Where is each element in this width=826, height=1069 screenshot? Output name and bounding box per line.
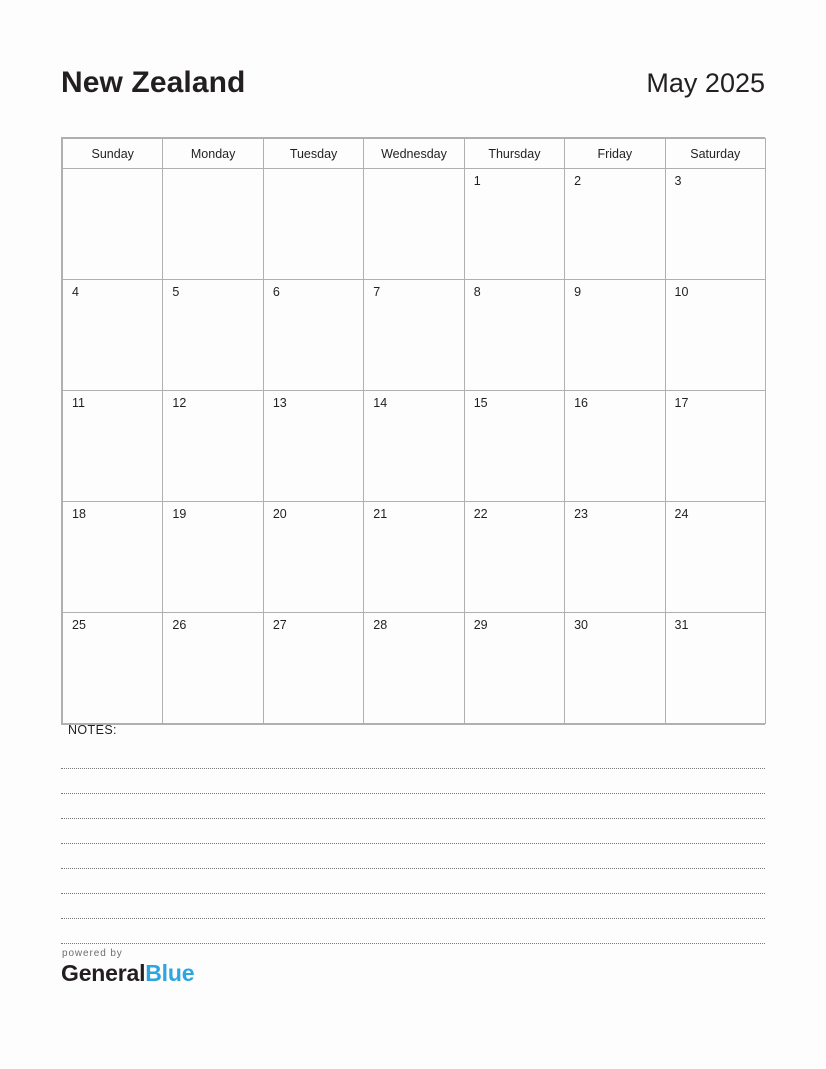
powered-by-label: powered by bbox=[62, 948, 123, 959]
weekday-header-saturday: Saturday bbox=[665, 139, 765, 169]
day-cell[interactable] bbox=[163, 169, 263, 280]
day-cell[interactable]: 16 bbox=[565, 391, 665, 502]
note-line[interactable] bbox=[61, 769, 765, 794]
day-cell[interactable]: 25 bbox=[63, 613, 163, 724]
day-cell[interactable]: 10 bbox=[665, 280, 765, 391]
day-cell[interactable]: 19 bbox=[163, 502, 263, 613]
day-cell[interactable]: 15 bbox=[464, 391, 564, 502]
day-cell[interactable]: 27 bbox=[263, 613, 363, 724]
calendar-week-row bbox=[63, 280, 766, 391]
note-line[interactable] bbox=[61, 844, 765, 869]
brand-logo bbox=[61, 948, 361, 987]
note-line[interactable] bbox=[61, 869, 765, 894]
day-cell[interactable]: 18 bbox=[63, 502, 163, 613]
day-cell[interactable]: 9 bbox=[565, 280, 665, 391]
weekday-header-sunday: Sunday bbox=[63, 139, 163, 169]
calendar-week-row bbox=[63, 169, 766, 280]
day-cell[interactable] bbox=[263, 169, 363, 280]
day-cell[interactable]: 26 bbox=[163, 613, 263, 724]
day-cell[interactable]: 5 bbox=[163, 280, 263, 391]
calendar-week-row bbox=[63, 391, 766, 502]
weekday-header-wednesday: Wednesday bbox=[364, 139, 464, 169]
weekday-header-row bbox=[63, 139, 766, 169]
page-title: New Zealand bbox=[61, 66, 246, 99]
page-header bbox=[61, 66, 765, 116]
day-cell[interactable] bbox=[63, 169, 163, 280]
brand-name-general: General bbox=[61, 960, 146, 986]
day-cell[interactable]: 17 bbox=[665, 391, 765, 502]
day-cell[interactable]: 23 bbox=[565, 502, 665, 613]
day-cell[interactable]: 21 bbox=[364, 502, 464, 613]
day-cell[interactable]: 8 bbox=[464, 280, 564, 391]
weekday-header-friday: Friday bbox=[565, 139, 665, 169]
day-cell[interactable]: 6 bbox=[263, 280, 363, 391]
brand-name-blue: Blue bbox=[145, 960, 195, 986]
calendar-week-row bbox=[63, 502, 766, 613]
day-cell[interactable]: 7 bbox=[364, 280, 464, 391]
day-cell[interactable]: 14 bbox=[364, 391, 464, 502]
month-year-label: May 2025 bbox=[646, 68, 765, 98]
day-cell[interactable]: 3 bbox=[665, 169, 765, 280]
weekday-header-tuesday: Tuesday bbox=[263, 139, 363, 169]
note-line[interactable] bbox=[61, 744, 765, 769]
day-cell[interactable]: 22 bbox=[464, 502, 564, 613]
day-cell[interactable]: 13 bbox=[263, 391, 363, 502]
day-cell[interactable]: 20 bbox=[263, 502, 363, 613]
note-line[interactable] bbox=[61, 894, 765, 919]
calendar-week-row bbox=[63, 613, 766, 724]
note-line[interactable] bbox=[61, 919, 765, 944]
day-cell[interactable]: 31 bbox=[665, 613, 765, 724]
weekday-header-monday: Monday bbox=[163, 139, 263, 169]
calendar-grid bbox=[61, 137, 765, 725]
weekday-header-thursday: Thursday bbox=[464, 139, 564, 169]
day-cell[interactable]: 24 bbox=[665, 502, 765, 613]
day-cell[interactable]: 30 bbox=[565, 613, 665, 724]
brand-name bbox=[61, 960, 361, 987]
day-cell[interactable]: 29 bbox=[464, 613, 564, 724]
note-line[interactable] bbox=[61, 794, 765, 819]
day-cell[interactable]: 1 bbox=[464, 169, 564, 280]
day-cell[interactable] bbox=[364, 169, 464, 280]
note-line[interactable] bbox=[61, 819, 765, 844]
day-cell[interactable]: 11 bbox=[63, 391, 163, 502]
day-cell[interactable]: 28 bbox=[364, 613, 464, 724]
day-cell[interactable]: 12 bbox=[163, 391, 263, 502]
notes-section bbox=[61, 723, 765, 944]
notes-label: NOTES: bbox=[68, 723, 117, 737]
day-cell[interactable]: 2 bbox=[565, 169, 665, 280]
day-cell[interactable]: 4 bbox=[63, 280, 163, 391]
